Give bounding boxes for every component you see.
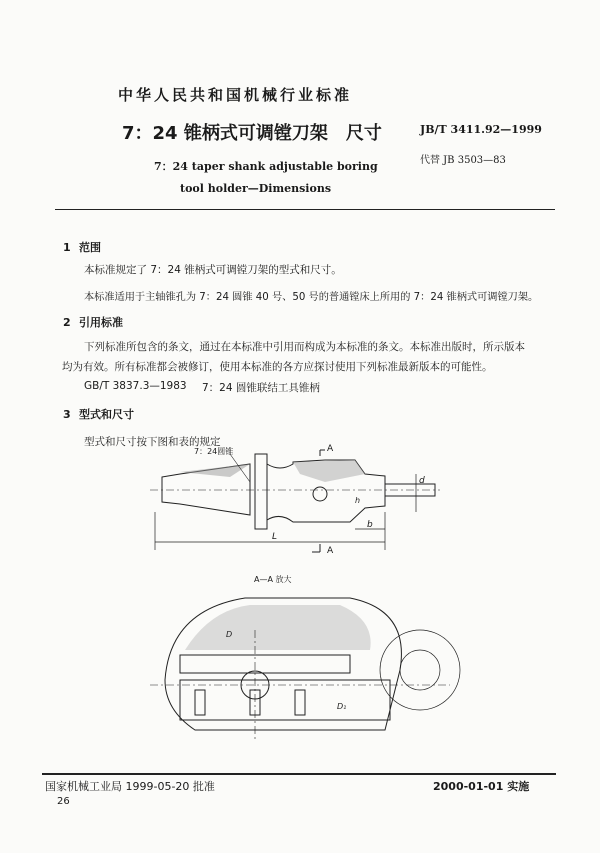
dim-D1: D₁ xyxy=(337,702,347,711)
dim-L: L xyxy=(272,532,278,542)
page-title: 7：24 锥柄式可调镗刀架 尺寸 xyxy=(122,123,382,144)
title-english-1: 7：24 taper shank adjustable boring xyxy=(154,160,378,173)
paragraph: 下列标准所包含的条文，通过在本标准中引用而构成为本标准的条文。本标准出版时，所示版本 xyxy=(84,341,525,353)
replaces-note: 代替 JB 3503—83 xyxy=(420,155,506,166)
section-number: 3 xyxy=(63,408,71,421)
section-mark-bottom: A xyxy=(327,546,334,556)
dim-d: d xyxy=(419,476,425,486)
reference-title: 7：24 圆锥联结工具锥柄 xyxy=(202,382,320,394)
reference-code: GB/T 3837.3—1983 xyxy=(84,380,187,392)
page-number: 26 xyxy=(57,796,70,807)
tool-holder-drawing xyxy=(150,442,460,572)
section-number: 1 xyxy=(63,241,71,254)
footer-divider xyxy=(42,773,556,775)
paragraph: 型式和尺寸按下图和表的规定 xyxy=(84,436,221,448)
paragraph: 本标准适用于主轴锥孔为 7：24 圆锥 40 号、50 号的普通镗床上所用的 7：24 锥柄式可调镗刀架。 xyxy=(84,292,539,303)
detail-title: A—A 放大 xyxy=(254,575,292,584)
organization-header: 中华人民共和国机械行业标准 xyxy=(118,86,353,104)
section-detail-drawing xyxy=(150,590,480,750)
standard-code: JB/T 3411.92—1999 xyxy=(420,123,542,136)
dim-h: h xyxy=(355,496,361,505)
section-3-heading xyxy=(63,406,134,422)
header-divider xyxy=(55,209,555,210)
section-number: 2 xyxy=(63,316,71,329)
approval-note: 国家机械工业局 1999-05-20 批准 xyxy=(45,780,215,793)
effective-date: 2000-01-01 实施 xyxy=(433,780,530,793)
paragraph: 本标准规定了 7：24 锥柄式可调镗刀架的型式和尺寸。 xyxy=(84,264,342,276)
dim-b: b xyxy=(367,520,373,530)
section-title: 引用标准 xyxy=(79,316,123,329)
title-english-2: tool holder—Dimensions xyxy=(180,182,332,195)
section-title: 型式和尺寸 xyxy=(79,408,134,421)
section-mark-top: A xyxy=(327,444,334,454)
paragraph: 均为有效。所有标准都会被修订，使用本标准的各方应探讨使用下列标准最新版本的可能性。 xyxy=(62,361,493,373)
section-title: 范围 xyxy=(79,241,101,254)
taper-label: 7：24圆锥 xyxy=(194,447,234,456)
section-1-heading xyxy=(63,239,101,255)
section-2-heading xyxy=(63,314,123,330)
dim-D: D xyxy=(226,630,233,639)
